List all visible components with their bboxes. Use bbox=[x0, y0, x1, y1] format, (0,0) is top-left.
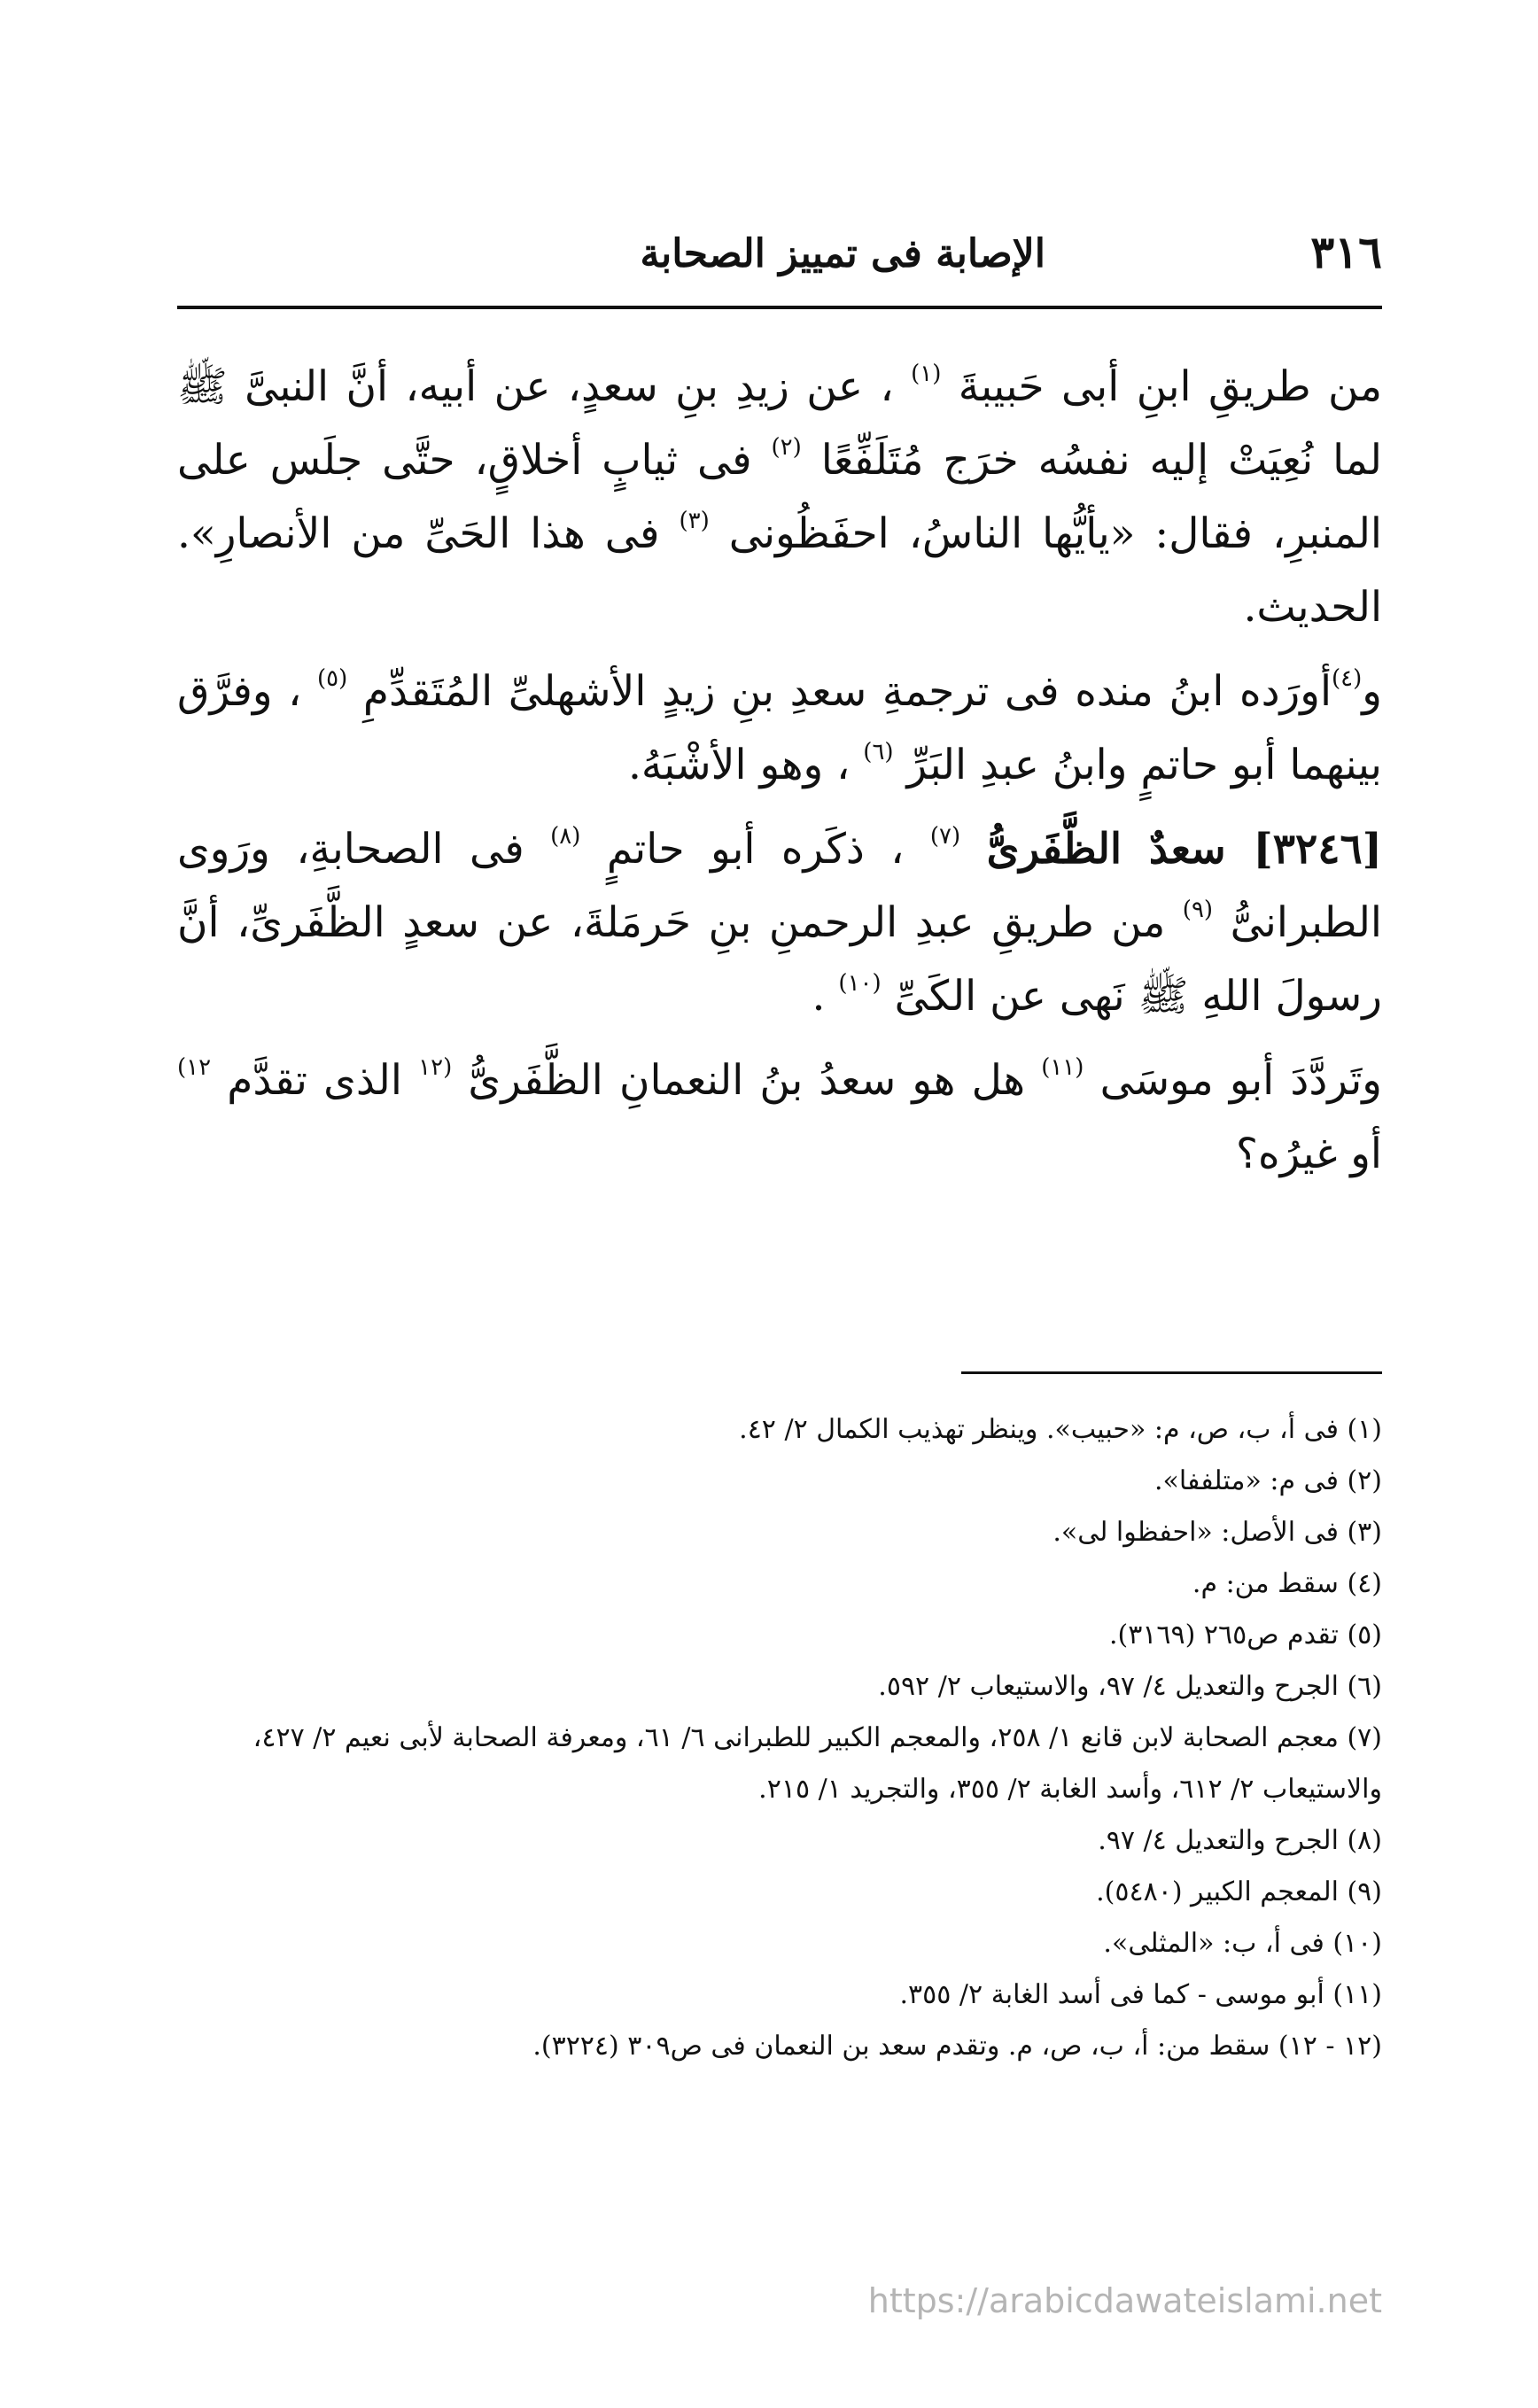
page-number: ٣١٦ bbox=[1310, 226, 1382, 278]
paragraph-2 bbox=[177, 655, 1382, 802]
text-segment: من طريقِ عبدِ الرحمنِ بنِ حَرمَلةَ، عن سعدٍ الظَّفَرىِّ، أنَّ رسولَ اللهِ ﷺ نَهى عن الكَىِّ bbox=[177, 898, 1382, 1021]
text-segment: من طريقِ ابنِ أبى حَبيبةَ bbox=[958, 362, 1382, 411]
text-segment: هل هو سعدُ بنُ النعمانِ الظَّفَرىُّ bbox=[468, 1056, 1025, 1105]
text-segment: فى هذا الحَىِّ من الأنصارِ». الحديث. bbox=[177, 509, 1382, 632]
main-text bbox=[177, 350, 1382, 1201]
text-segment: ، وهو الأشْبَهُ. bbox=[627, 741, 851, 789]
text-segment: أو غيرُه؟ bbox=[1236, 1130, 1382, 1178]
footnote-separator bbox=[961, 1371, 1382, 1374]
header-rule bbox=[177, 306, 1382, 309]
source-watermark: https://arabicdawateislami.net bbox=[867, 2281, 1382, 2320]
footnote-ref-2: (٢) bbox=[771, 434, 802, 461]
text-segment: وتَردَّدَ أبو موسَى bbox=[1099, 1056, 1382, 1105]
footnote-ref-11: (١١) bbox=[1041, 1054, 1084, 1081]
footnote-ref-3: (٣) bbox=[679, 508, 710, 534]
footnote-3: (٣) فى الأصل: «احفظوا لى». bbox=[1053, 1517, 1382, 1548]
footnote-ref-6: (٦) bbox=[863, 739, 894, 765]
footnote-ref-10: (١٠) bbox=[838, 970, 882, 997]
text-segment: فى الصحابةِ، ورَوى الطبرانىُّ bbox=[177, 825, 1382, 947]
footnote-ref-12-open: (١٢ bbox=[418, 1054, 453, 1081]
entry-heading: [٣٢٤٦] سعدٌ الظَّفَرىُّ bbox=[986, 825, 1382, 874]
footnote-2: (٢) فى م: «متلففا». bbox=[1154, 1465, 1382, 1496]
footnote-11: (١١) أبو موسى - كما فى أسد الغابة ٢/ ٣٥٥. bbox=[899, 1979, 1382, 2010]
footnote-ref-4: (٤) bbox=[1332, 665, 1363, 692]
paragraph-3 bbox=[177, 812, 1382, 1033]
paragraph-4 bbox=[177, 1044, 1382, 1191]
footnote-9: (٩) المعجم الكبير (٥٤٨٠). bbox=[1096, 1876, 1382, 1907]
running-title: الإصابة فى تمييز الصحابة bbox=[640, 231, 1045, 276]
footnotes bbox=[177, 1404, 1382, 2072]
footnote-8: (٨) الجرح والتعديل ٤/ ٩٧. bbox=[1098, 1825, 1382, 1856]
footnote-ref-9: (٩) bbox=[1182, 897, 1214, 923]
text-segment: الذى تقدَّم bbox=[227, 1056, 402, 1105]
footnote-ref-8: (٨) bbox=[550, 823, 581, 850]
footnote-ref-1: (١) bbox=[911, 361, 942, 387]
text-segment: أورَده ابنُ منده فى ترجمةِ سعدِ بنِ زيدٍ الأشهلىِّ المُتَقدِّمِ bbox=[362, 667, 1332, 716]
footnote-5: (٥) تقدم ص٢٦٥ (٣١٦٩). bbox=[1108, 1620, 1382, 1651]
footnote-10: (١٠) فى أ، ب: «المثلى». bbox=[1103, 1928, 1382, 1959]
text-segment: فى ثيابٍ أخلاقٍ، حتَّى جلَس على المنبرِ، فقال: «يأيُّها الناسُ، احفَظُونى bbox=[177, 436, 1382, 558]
footnote-ref-12-close: ١٢) bbox=[177, 1054, 212, 1081]
text-segment: ، ذكَره أبو حاتمٍ bbox=[606, 825, 905, 874]
text-segment: ، عن زيدِ بنِ سعدٍ، عن أبيه، أنَّ النبىَّ ﷺ لما نُعِيَتْ إليه نفسُه خرَج مُتَلَفِّعًا bbox=[177, 362, 1382, 485]
page-header bbox=[177, 226, 1382, 288]
text-segment: . bbox=[812, 972, 826, 1021]
footnote-1: (١) فى أ، ب، ص، م: «حبيب». وينظر تهذيب الكمال ٢/ ٤٢. bbox=[739, 1414, 1382, 1445]
footnote-6: (٦) الجرح والتعديل ٤/ ٩٧، والاستيعاب ٢/ ٥٩٢. bbox=[878, 1671, 1382, 1702]
footnote-ref-5: (٥) bbox=[316, 665, 348, 692]
footnote-4: (٤) سقط من: م. bbox=[1192, 1568, 1382, 1599]
footnote-ref-7: (٧) bbox=[929, 823, 961, 850]
text-segment: و bbox=[1362, 667, 1382, 716]
footnote-7: (٧) معجم الصحابة لابن قانع ١/ ٢٥٨، والمعجم الكبير للطبرانى ٦/ ٦١، ومعرفة الصحابة لأبى نعيم ٢/ ٤٢٧، والاستيعاب ٢/ ٦١٢، وأسد الغابة ٢/ ٣٥٥، والتجريد ١/ ٢١٥. bbox=[252, 1722, 1382, 1805]
paragraph-1 bbox=[177, 350, 1382, 644]
footnote-12: (١٢ - ١٢) سقط من: أ، ب، ص، م. وتقدم سعد بن النعمان فى ص٣٠٩ (٣٢٢٤). bbox=[532, 2031, 1382, 2062]
text-segment: ، وفرَّق بينهما أبو حاتمٍ وابنُ عبدِ البَرِّ bbox=[177, 667, 1382, 789]
